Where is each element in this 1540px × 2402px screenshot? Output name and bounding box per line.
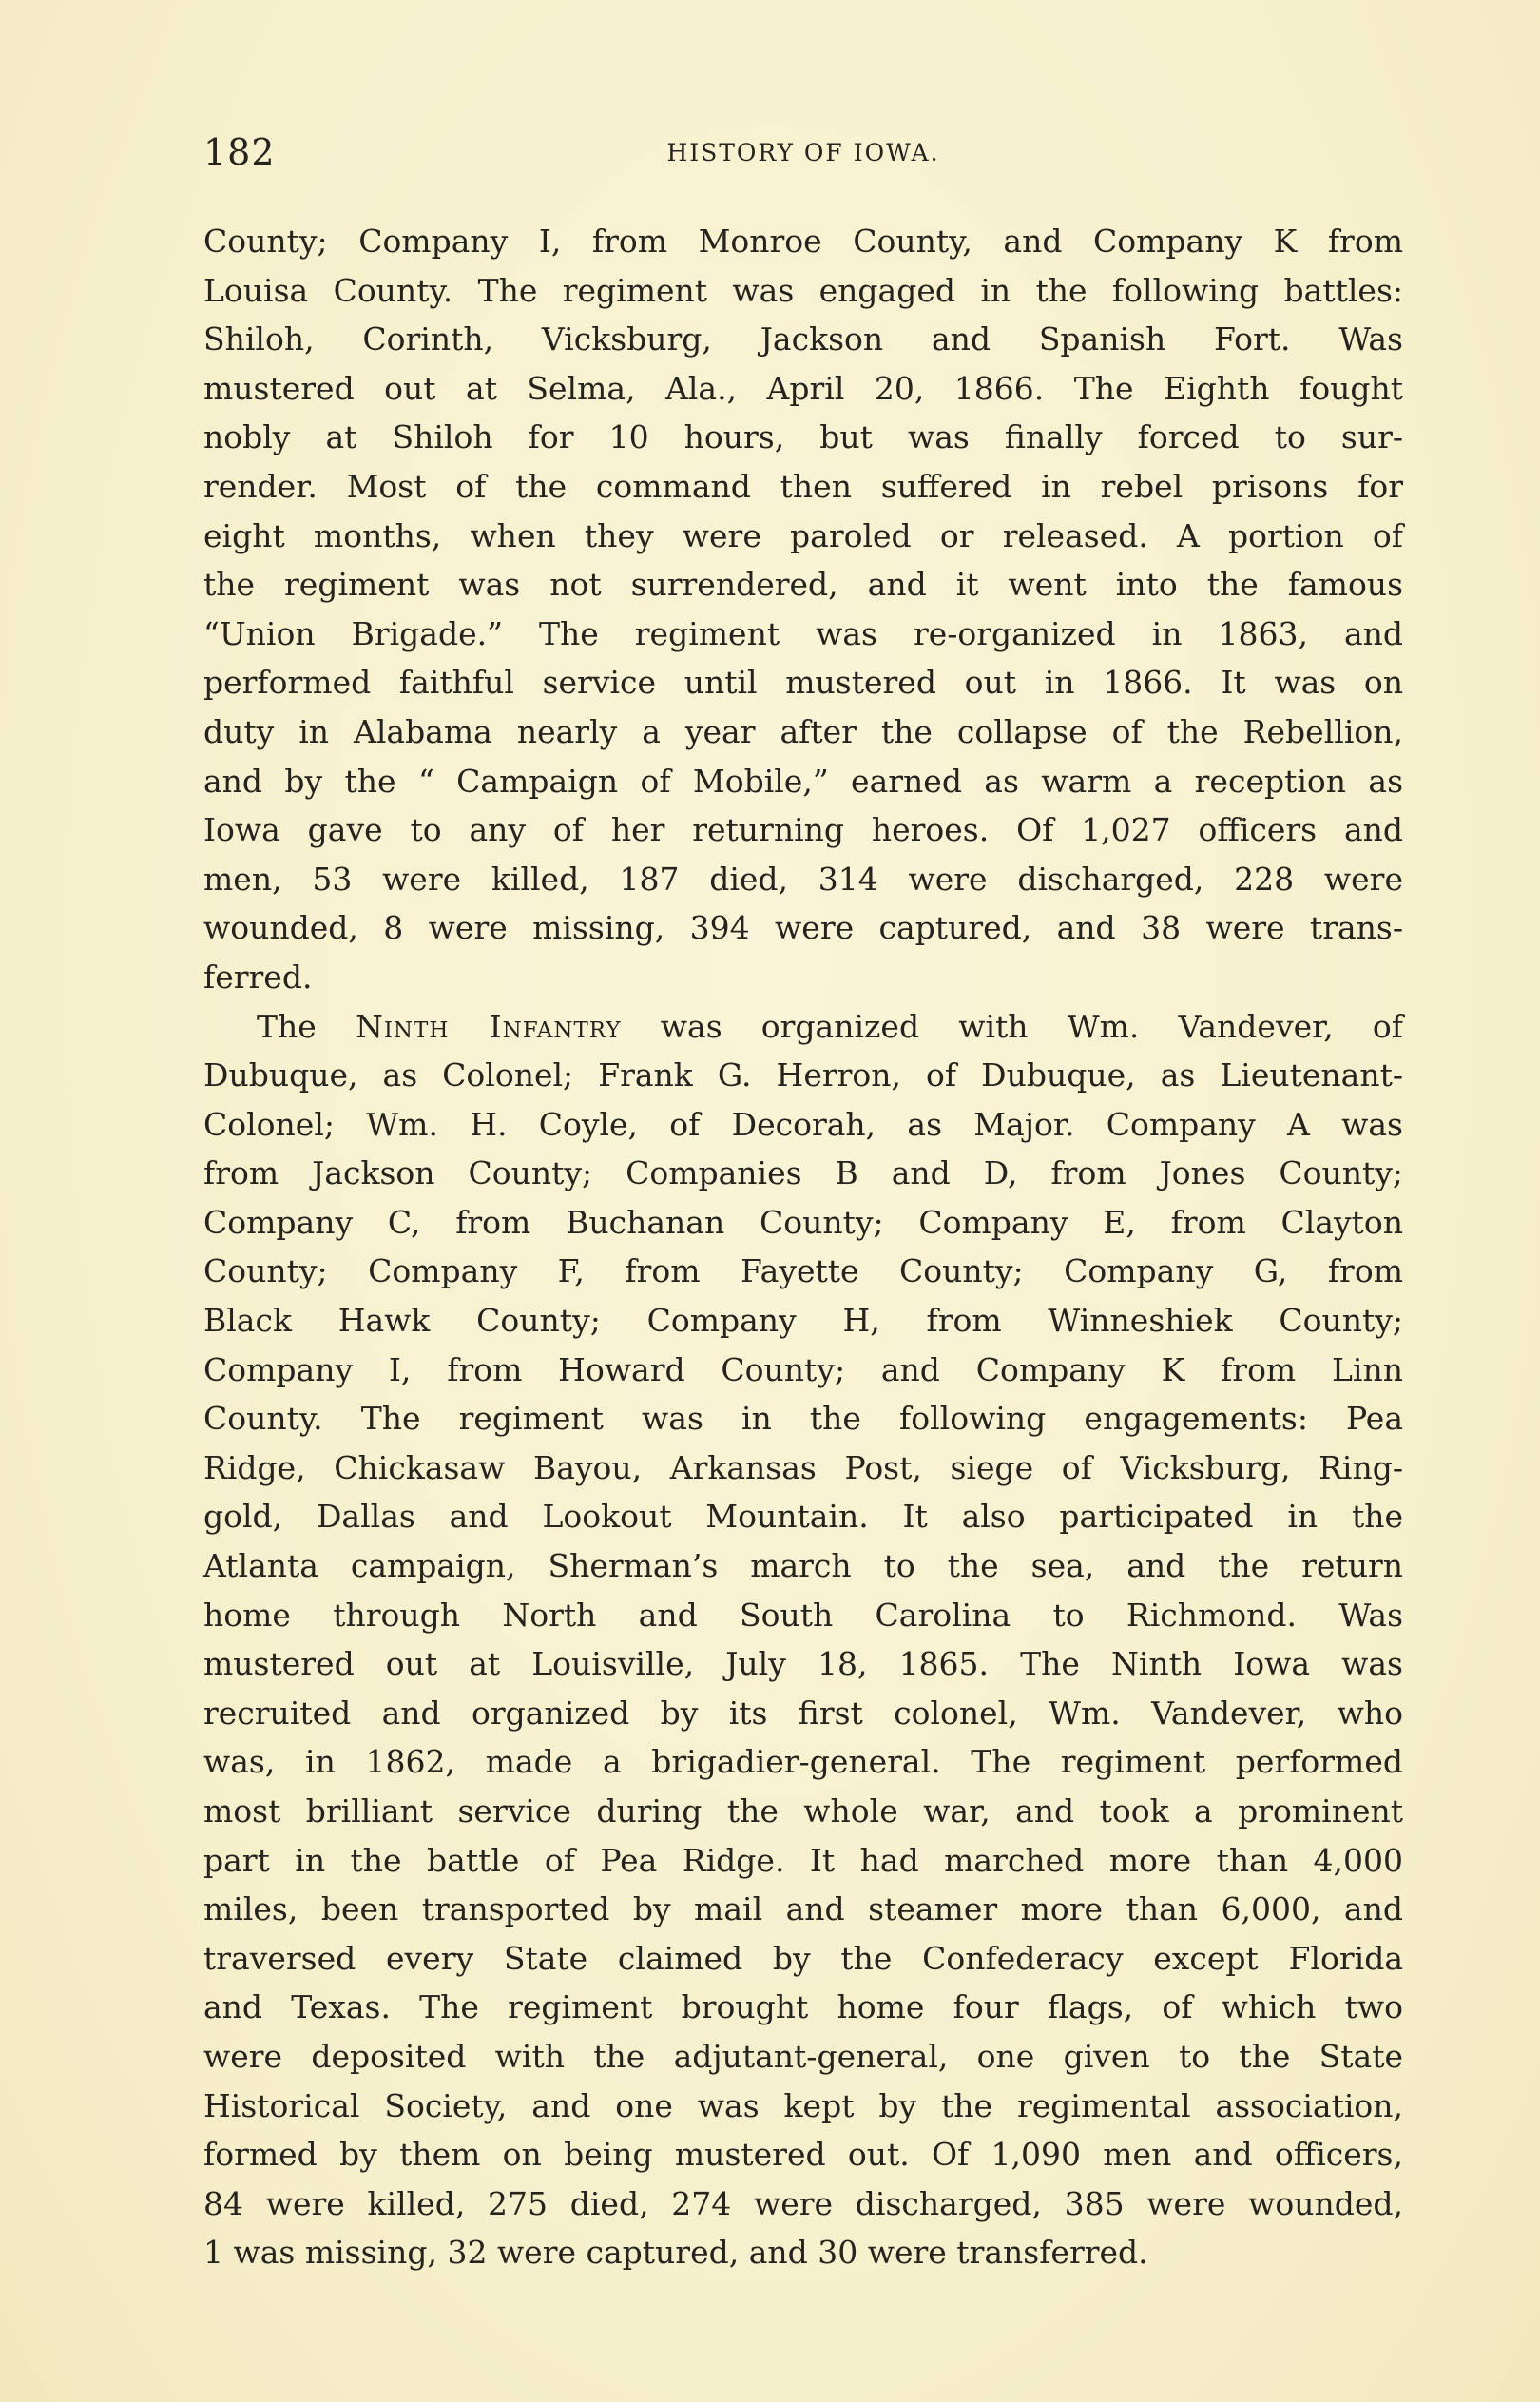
text-line: nobly at Shiloh for 10 hours, but was finally forced to sur-: [203, 418, 1403, 456]
regiment-heading: Ninth Infantry: [355, 1007, 622, 1045]
running-title: HISTORY OF IOWA.: [666, 139, 940, 166]
paragraph-first-line: [203, 1002, 1403, 1052]
text-line: ferred.: [203, 958, 313, 996]
text-line: traversed every State claimed by the Confederacy except Florida: [203, 1939, 1403, 1977]
text-line: Dubuque, as Colonel; Frank G. Herron, of Dubuque, as Lieutenant-: [203, 1056, 1403, 1094]
page-header: [203, 131, 1403, 177]
text-line: Company C, from Buchanan County; Company E, from Clayton: [203, 1203, 1403, 1241]
page-number: 182: [203, 131, 276, 173]
text-line: Ridge, Chickasaw Bayou, Arkansas Post, siege of Vicksburg, Ring-: [203, 1448, 1403, 1486]
text-line: recruited and organized by its first colonel, Wm. Vandever, who: [203, 1694, 1403, 1732]
text-line: part in the battle of Pea Ridge. It had marched more than 4,000: [203, 1841, 1403, 1879]
lead-word: The: [257, 1007, 317, 1045]
text-line: Historical Society, and one was kept by the regimental association,: [203, 2086, 1403, 2124]
text-line: and Texas. The regiment brought home four flags, of which two: [203, 1988, 1403, 2026]
text-line: performed faithful service until mustered out in 1866. It was on: [203, 664, 1403, 702]
first-line-rest: was organized with Wm. Vandever, of: [660, 1007, 1404, 1045]
text-line: “Union Brigade.” The regiment was re-organized in 1863, and: [203, 614, 1403, 652]
text-line: Colonel; Wm. H. Coyle, of Decorah, as Major. Company A was: [203, 1105, 1403, 1143]
text-line: gold, Dallas and Lookout Mountain. It also participated in the: [203, 1498, 1403, 1536]
text-line: Iowa gave to any of her returning heroes. Of 1,027 officers and: [203, 811, 1403, 849]
text-line: home through North and South Carolina to Richmond. Was: [203, 1596, 1403, 1634]
body-text: [203, 217, 1403, 2277]
text-line: wounded, 8 were missing, 394 were captured, and 38 were trans-: [203, 909, 1403, 947]
text-line: County. The regiment was in the following engagements: Pea: [203, 1400, 1403, 1438]
text-line: Louisa County. The regiment was engaged in the following battles:: [203, 271, 1403, 309]
text-line: and by the “ Campaign of Mobile,” earned as warm a reception as: [203, 762, 1403, 800]
text-line: from Jackson County; Companies B and D, from Jones County;: [203, 1154, 1403, 1192]
text-line: mustered out at Selma, Ala., April 20, 1866. The Eighth fought: [203, 369, 1403, 407]
text-line: was, in 1862, made a brigadier-general. The regiment performed: [203, 1743, 1403, 1781]
text-line: were deposited with the adjutant-general, one given to the State: [203, 2037, 1403, 2075]
text-line: most brilliant service during the whole war, and took a prominent: [203, 1792, 1403, 1830]
text-line: 84 were killed, 275 died, 274 were discharged, 385 were wounded,: [203, 2184, 1403, 2222]
text-line: render. Most of the command then suffered in rebel prisons for: [203, 467, 1403, 505]
text-line: eight months, when they were paroled or released. A portion of: [203, 516, 1403, 554]
text-line: 1 was missing, 32 were captured, and 30 were transferred.: [203, 2234, 1148, 2272]
text-line: miles, been transported by mail and steamer more than 6,000, and: [203, 1890, 1403, 1928]
text-line: Shiloh, Corinth, Vicksburg, Jackson and Spanish Fort. Was: [203, 320, 1403, 358]
text-line: formed by them on being mustered out. Of 1,090 men and officers,: [203, 2136, 1403, 2174]
text-line: County; Company F, from Fayette County; Company G, from: [203, 1252, 1403, 1290]
text-line: mustered out at Louisville, July 18, 1865. The Ninth Iowa was: [203, 1645, 1403, 1683]
text-line: the regiment was not surrendered, and it went into the famous: [203, 566, 1403, 604]
text-line: duty in Alabama nearly a year after the collapse of the Rebellion,: [203, 712, 1403, 750]
text-line: Atlanta campaign, Sherman’s march to the sea, and the return: [203, 1547, 1403, 1585]
text-line: men, 53 were killed, 187 died, 314 were discharged, 228 were: [203, 860, 1403, 898]
text-line: Black Hawk County; Company H, from Winneshiek County;: [203, 1302, 1403, 1340]
text-line: County; Company I, from Monroe County, and Company K from: [203, 223, 1403, 260]
text-line: Company I, from Howard County; and Company K from Linn: [203, 1350, 1403, 1388]
